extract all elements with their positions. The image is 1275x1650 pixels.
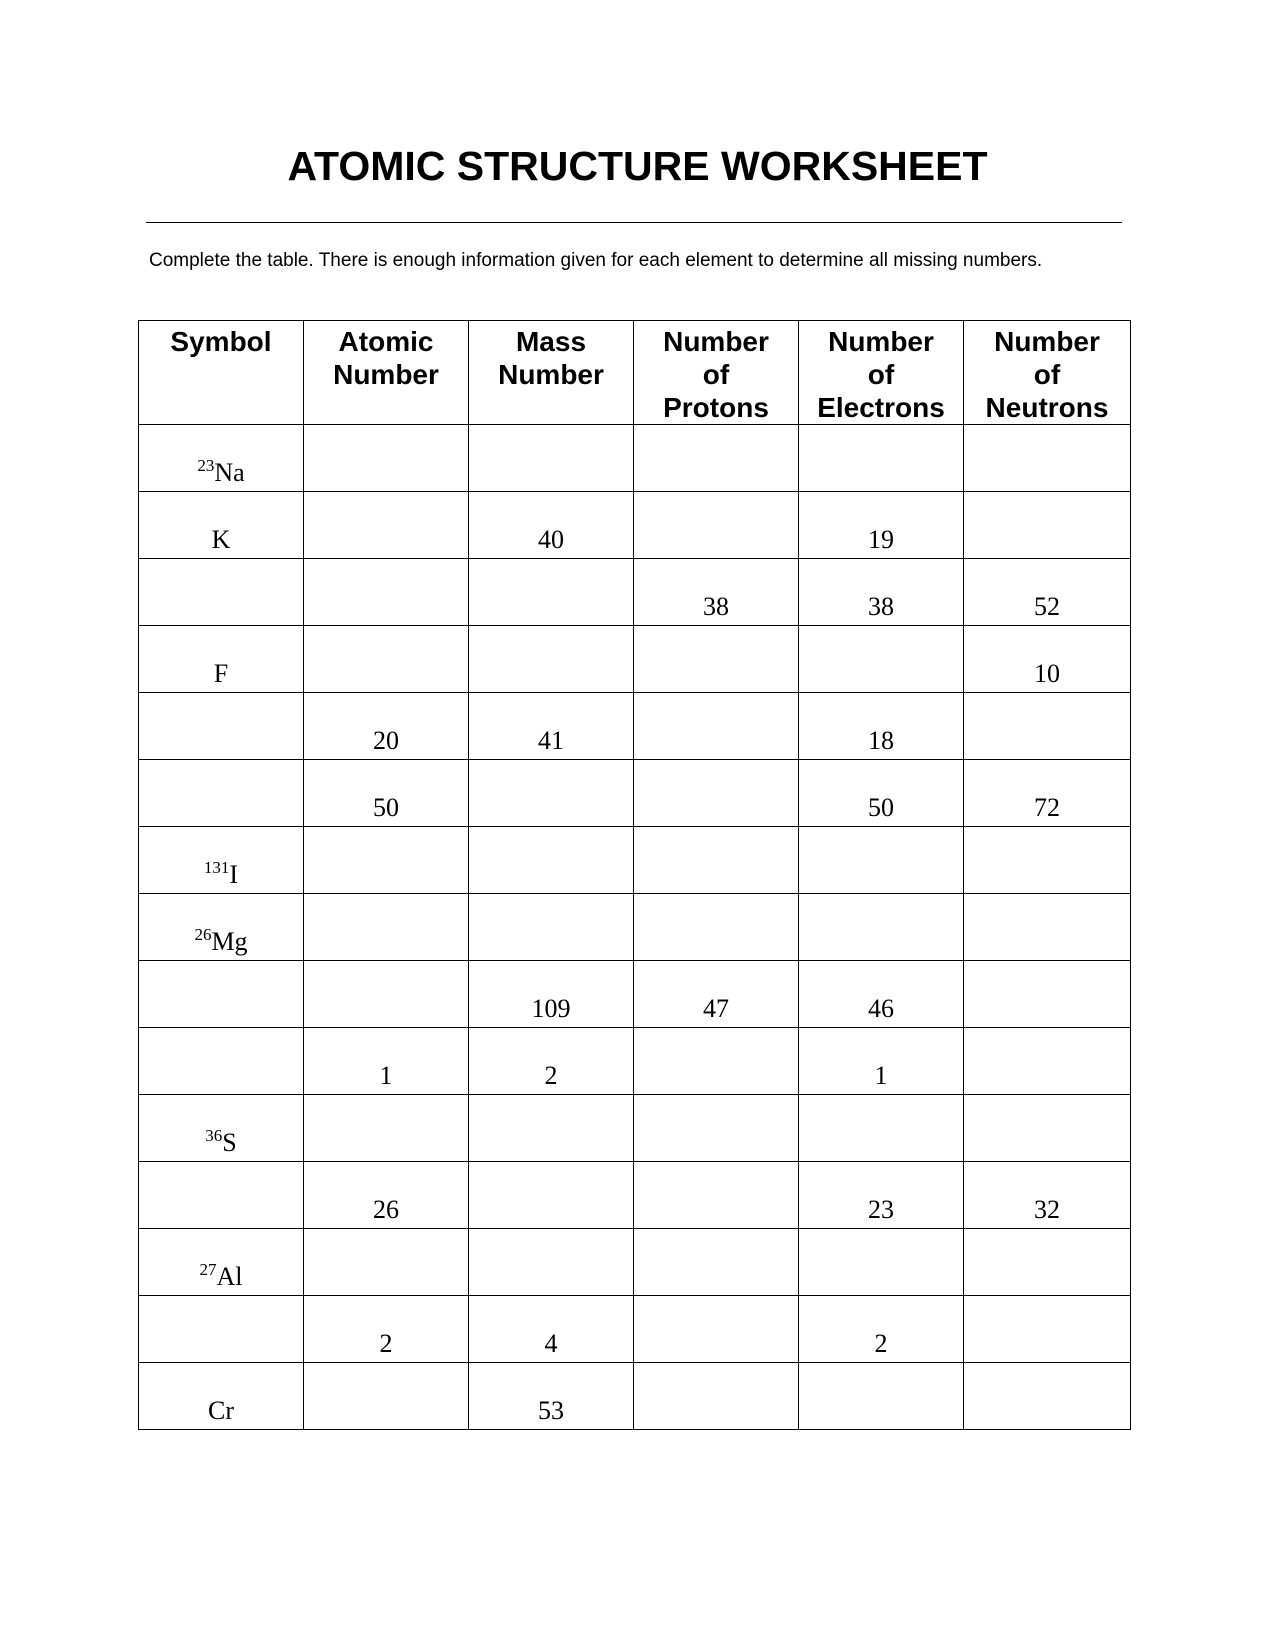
protons-cell bbox=[634, 894, 799, 961]
symbol-cell bbox=[139, 894, 304, 961]
element-symbol: K bbox=[211, 525, 231, 554]
cell-value: 41 bbox=[538, 726, 564, 755]
neutrons-cell bbox=[964, 827, 1131, 894]
atomic-number-cell bbox=[304, 693, 469, 760]
cell-value: 72 bbox=[1034, 793, 1060, 822]
header-line: Mass bbox=[515, 326, 587, 357]
electrons-cell bbox=[799, 559, 964, 626]
electrons-cell bbox=[799, 1095, 964, 1162]
header-symbol bbox=[139, 321, 304, 425]
atomic-number-cell bbox=[304, 894, 469, 961]
mass-number-cell bbox=[469, 1028, 634, 1095]
header-line: of bbox=[867, 359, 895, 390]
header-protons bbox=[634, 321, 799, 425]
mass-number-cell bbox=[469, 827, 634, 894]
table-row bbox=[139, 1028, 1131, 1095]
element-symbol: S bbox=[222, 1128, 237, 1157]
header-line: Atomic bbox=[338, 326, 434, 357]
protons-cell bbox=[634, 1363, 799, 1430]
table-row bbox=[139, 1229, 1131, 1296]
symbol-cell bbox=[139, 1229, 304, 1296]
mass-number-superscript: 23 bbox=[197, 456, 215, 475]
mass-number-cell bbox=[469, 1229, 634, 1296]
mass-number-cell bbox=[469, 492, 634, 559]
mass-number-cell bbox=[469, 1296, 634, 1363]
table-row bbox=[139, 1095, 1131, 1162]
neutrons-cell bbox=[964, 1162, 1131, 1229]
mass-number-superscript: 27 bbox=[199, 1260, 217, 1279]
neutrons-cell bbox=[964, 1296, 1131, 1363]
neutrons-cell bbox=[964, 626, 1131, 693]
atomic-number-cell bbox=[304, 492, 469, 559]
symbol-cell bbox=[139, 1363, 304, 1430]
neutrons-cell bbox=[964, 1095, 1131, 1162]
title-divider bbox=[146, 222, 1122, 223]
symbol-cell bbox=[139, 425, 304, 492]
header-line: Neutrons bbox=[985, 392, 1109, 423]
atomic-number-cell bbox=[304, 1028, 469, 1095]
protons-cell bbox=[634, 626, 799, 693]
table-row bbox=[139, 425, 1131, 492]
symbol-cell bbox=[139, 827, 304, 894]
symbol-cell bbox=[139, 626, 304, 693]
element-symbol: Al bbox=[216, 1262, 243, 1291]
element-symbol: Na bbox=[214, 458, 245, 487]
table-row bbox=[139, 693, 1131, 760]
mass-number-cell bbox=[469, 894, 634, 961]
header-electrons bbox=[799, 321, 964, 425]
electrons-cell bbox=[799, 961, 964, 1028]
atomic-number-cell bbox=[304, 827, 469, 894]
cell-value: 1 bbox=[379, 1061, 393, 1090]
neutrons-cell bbox=[964, 425, 1131, 492]
header-neutrons bbox=[964, 321, 1131, 425]
table-row bbox=[139, 1162, 1131, 1229]
protons-cell bbox=[634, 827, 799, 894]
electrons-cell bbox=[799, 1229, 964, 1296]
symbol-cell bbox=[139, 559, 304, 626]
symbol-cell bbox=[139, 492, 304, 559]
protons-cell bbox=[634, 425, 799, 492]
cell-value: 50 bbox=[373, 793, 399, 822]
cell-value: 38 bbox=[703, 592, 729, 621]
electrons-cell bbox=[799, 1162, 964, 1229]
mass-number-cell bbox=[469, 693, 634, 760]
neutrons-cell bbox=[964, 1363, 1131, 1430]
atomic-number-cell bbox=[304, 559, 469, 626]
table-row bbox=[139, 760, 1131, 827]
electrons-cell bbox=[799, 827, 964, 894]
table-row bbox=[139, 961, 1131, 1028]
table-row bbox=[139, 827, 1131, 894]
neutrons-cell bbox=[964, 894, 1131, 961]
atomic-number-cell bbox=[304, 626, 469, 693]
cell-value: 109 bbox=[531, 994, 571, 1023]
cell-value: 46 bbox=[868, 994, 894, 1023]
electrons-cell bbox=[799, 1296, 964, 1363]
neutrons-cell bbox=[964, 693, 1131, 760]
element-symbol: F bbox=[213, 659, 229, 688]
symbol-cell bbox=[139, 693, 304, 760]
cell-value: 26 bbox=[373, 1195, 399, 1224]
cell-value: 20 bbox=[373, 726, 399, 755]
electrons-cell bbox=[799, 1028, 964, 1095]
cell-value: 2 bbox=[874, 1329, 888, 1358]
neutrons-cell bbox=[964, 961, 1131, 1028]
protons-cell bbox=[634, 1229, 799, 1296]
protons-cell bbox=[634, 961, 799, 1028]
cell-value: 47 bbox=[703, 994, 729, 1023]
cell-value: 18 bbox=[868, 726, 894, 755]
header-line: Symbol bbox=[170, 326, 272, 357]
mass-number-cell bbox=[469, 626, 634, 693]
header-line: Number bbox=[333, 359, 439, 390]
neutrons-cell bbox=[964, 760, 1131, 827]
mass-number-cell bbox=[469, 1162, 634, 1229]
header-line: Number bbox=[994, 326, 1100, 357]
electrons-cell bbox=[799, 492, 964, 559]
cell-value: 19 bbox=[868, 525, 894, 554]
protons-cell bbox=[634, 1028, 799, 1095]
cell-value: 10 bbox=[1034, 659, 1060, 688]
atomic-number-cell bbox=[304, 1162, 469, 1229]
neutrons-cell bbox=[964, 1229, 1131, 1296]
symbol-cell bbox=[139, 1162, 304, 1229]
header-atomic-number bbox=[304, 321, 469, 425]
protons-cell bbox=[634, 1095, 799, 1162]
element-symbol: Cr bbox=[208, 1396, 234, 1425]
neutrons-cell bbox=[964, 492, 1131, 559]
header-line: Electrons bbox=[817, 392, 945, 423]
element-symbol: I bbox=[229, 860, 239, 889]
atomic-structure-table bbox=[138, 320, 1131, 1430]
mass-number-cell bbox=[469, 425, 634, 492]
cell-value: 2 bbox=[379, 1329, 393, 1358]
symbol-cell bbox=[139, 1296, 304, 1363]
atomic-number-cell bbox=[304, 961, 469, 1028]
table-body bbox=[139, 425, 1131, 1430]
atomic-number-cell bbox=[304, 1363, 469, 1430]
header-row bbox=[139, 321, 1131, 425]
mass-number-cell bbox=[469, 559, 634, 626]
symbol-cell bbox=[139, 1028, 304, 1095]
symbol-cell bbox=[139, 1095, 304, 1162]
header-line: of bbox=[1033, 359, 1061, 390]
atomic-number-cell bbox=[304, 1296, 469, 1363]
protons-cell bbox=[634, 492, 799, 559]
page-title: ATOMIC STRUCTURE WORKSHEET bbox=[287, 143, 988, 189]
protons-cell bbox=[634, 1296, 799, 1363]
electrons-cell bbox=[799, 760, 964, 827]
table-row bbox=[139, 894, 1131, 961]
mass-number-superscript: 26 bbox=[194, 925, 212, 944]
cell-value: 40 bbox=[538, 525, 564, 554]
protons-cell bbox=[634, 559, 799, 626]
element-symbol: Mg bbox=[211, 927, 248, 956]
cell-value: 38 bbox=[868, 592, 894, 621]
header-mass-number bbox=[469, 321, 634, 425]
cell-value: 53 bbox=[538, 1396, 564, 1425]
table-row bbox=[139, 1363, 1131, 1430]
atomic-number-cell bbox=[304, 425, 469, 492]
electrons-cell bbox=[799, 1363, 964, 1430]
neutrons-cell bbox=[964, 559, 1131, 626]
neutrons-cell bbox=[964, 1028, 1131, 1095]
mass-number-cell bbox=[469, 961, 634, 1028]
electrons-cell bbox=[799, 425, 964, 492]
table-row bbox=[139, 626, 1131, 693]
mass-number-cell bbox=[469, 1363, 634, 1430]
header-line: Number bbox=[828, 326, 934, 357]
cell-value: 32 bbox=[1034, 1195, 1060, 1224]
table-row bbox=[139, 559, 1131, 626]
atomic-number-cell bbox=[304, 1095, 469, 1162]
cell-value: 50 bbox=[868, 793, 894, 822]
electrons-cell bbox=[799, 626, 964, 693]
electrons-cell bbox=[799, 693, 964, 760]
header-line: Protons bbox=[663, 392, 769, 423]
table-row bbox=[139, 492, 1131, 559]
header-line: Number bbox=[663, 326, 769, 357]
symbol-cell bbox=[139, 961, 304, 1028]
header-line: Number bbox=[498, 359, 604, 390]
cell-value: 1 bbox=[874, 1061, 888, 1090]
symbol-cell bbox=[139, 760, 304, 827]
instructions-text: Complete the table. There is enough information given for each element to determine all missing numbers. bbox=[149, 250, 1043, 271]
cell-value: 4 bbox=[544, 1329, 558, 1358]
protons-cell bbox=[634, 760, 799, 827]
protons-cell bbox=[634, 1162, 799, 1229]
header-line: of bbox=[702, 359, 730, 390]
cell-value: 23 bbox=[868, 1195, 894, 1224]
protons-cell bbox=[634, 693, 799, 760]
atomic-number-cell bbox=[304, 760, 469, 827]
electrons-cell bbox=[799, 894, 964, 961]
table-row bbox=[139, 1296, 1131, 1363]
atomic-number-cell bbox=[304, 1229, 469, 1296]
mass-number-superscript: 36 bbox=[205, 1126, 223, 1145]
mass-number-superscript: 131 bbox=[203, 858, 230, 877]
mass-number-cell bbox=[469, 760, 634, 827]
cell-value: 2 bbox=[544, 1061, 558, 1090]
mass-number-cell bbox=[469, 1095, 634, 1162]
cell-value: 52 bbox=[1034, 592, 1060, 621]
